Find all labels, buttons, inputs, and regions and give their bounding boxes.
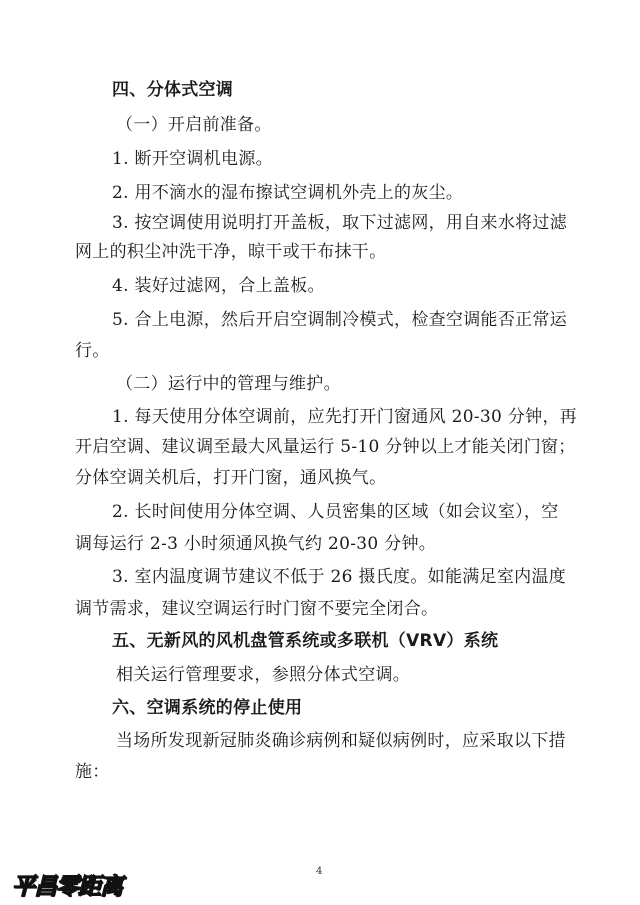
list-item: 4. 装好过滤网，合上盖板。	[112, 276, 325, 296]
section-6-heading: 六、空调系统的停止使用	[112, 698, 303, 718]
section-4-part-1-subheading: （一）开启前准备。	[116, 115, 272, 135]
section-4-heading: 四、分体式空调	[112, 80, 234, 100]
section-5-heading: 五、无新风的风机盘管系统或多联机（VRV）系统	[112, 631, 499, 651]
list-item: 3. 室内温度调节建议不低于 26 摄氏度。如能满足室内温度	[112, 567, 567, 587]
list-item-continuation: 网上的积尘冲洗干净，晾干或干布抹干。	[75, 242, 387, 262]
list-item-continuation: 调每运行 2-3 小时须通风换气约 20-30 分钟。	[75, 534, 437, 554]
list-item: 5. 合上电源，然后开启空调制冷模式，检查空调能否正常运	[112, 310, 568, 330]
watermark-logo: 平昌零距离	[12, 874, 122, 900]
list-item-continuation: 分体空调关机后，打开门窗，通风换气。	[75, 468, 387, 488]
section-5-body: 相关运行管理要求，参照分体式空调。	[116, 665, 411, 685]
page-number: 4	[316, 866, 323, 877]
section-6-body-continuation: 施：	[75, 762, 110, 782]
list-item-continuation: 行。	[75, 341, 110, 361]
list-item: 2. 用不滴水的湿布擦试空调机外壳上的灰尘。	[112, 183, 464, 203]
list-item: 1. 断开空调机电源。	[112, 149, 273, 169]
list-item: 1. 每天使用分体空调前，应先打开门窗通风 20-30 分钟，再	[112, 407, 578, 427]
list-item-continuation: 调节需求，建议空调运行时门窗不要完全闭合。	[75, 599, 439, 619]
list-item-continuation: 开启空调、建议调至最大风量运行 5-10 分钟以上才能关闭门窗；	[75, 437, 576, 457]
section-6-body: 当场所发现新冠肺炎确诊病例和疑似病例时，应采取以下措	[116, 731, 566, 751]
list-item: 3. 按空调使用说明打开盖板，取下过滤网，用自来水将过滤	[112, 213, 568, 233]
list-item: 2. 长时间使用分体空调、人员密集的区域（如会议室），空	[112, 502, 559, 522]
section-4-part-2-subheading: （二）运行中的管理与维护。	[116, 374, 341, 394]
